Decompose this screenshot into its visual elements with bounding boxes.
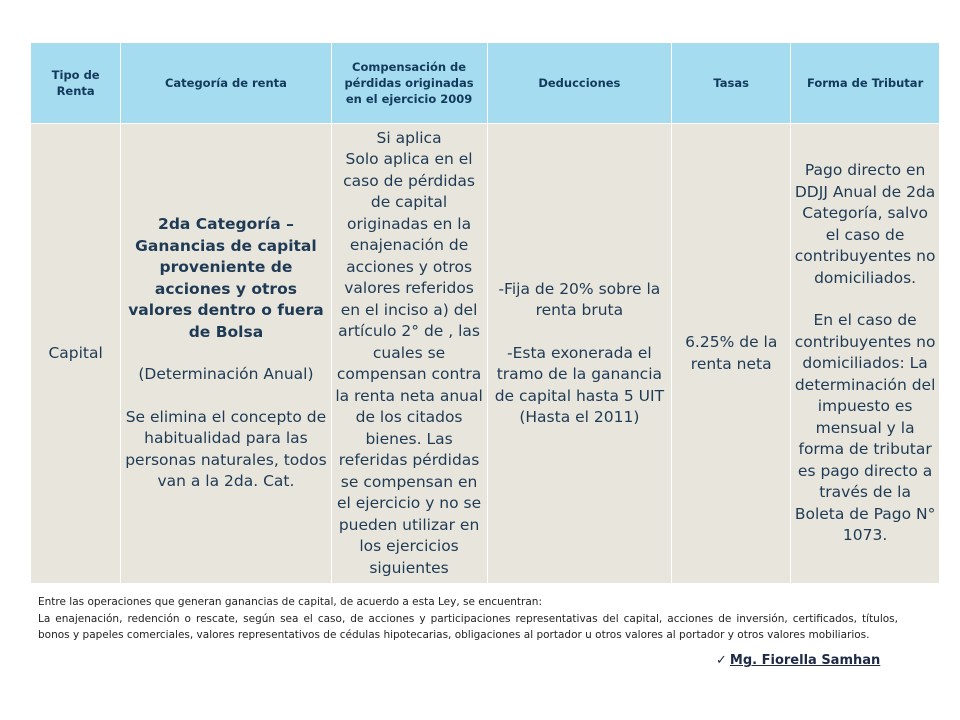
- tipo-text: Capital: [48, 343, 103, 362]
- header-compensacion: Compensación de pérdidas originadas en el ejercicio 2009: [331, 43, 487, 124]
- author-name: Mg. Fiorella Samhan: [729, 653, 881, 668]
- cell-forma: [791, 124, 940, 584]
- compensacion-heading: Si aplica: [376, 128, 442, 147]
- header-forma-tributar: Forma de Tributar: [791, 43, 940, 124]
- categoria-title: 2da Categoría – Ganancias de capital proveniente de acciones y otros valores dentro o fuera de Bolsa: [128, 215, 324, 341]
- forma-p2: En el caso de contribuyentes no domiciliados: La determinación del impuesto es mensual y la forma de tributar es pago directo a través de la Boleta de Pago N° 1073.: [794, 311, 936, 545]
- author-signature: [716, 653, 880, 668]
- header-categoria-renta: Categoría de renta: [121, 43, 331, 124]
- cell-compensacion: [331, 124, 487, 584]
- table-header-row: [31, 43, 940, 124]
- footnote-line2: La enajenación, redención o rescate, según sea el caso, de acciones y participaciones representativas del capital, acciones de inversión, certificados, títulos, bonos y papeles comerciales, valores representativos de cédulas hipotecarias, obligaciones al portador u otros valores al portador y otros valores mobiliarios.: [38, 612, 898, 641]
- compensacion-body: Solo aplica en el caso de pérdidas de capital originadas en la enajenación de acciones y otros valores referidos en el inciso a) del artículo 2° de , las cuales se compensan contra la renta neta anual de los citados bienes. Las referidas pérdidas se compensan en el ejercicio y no se pueden utilizar en los ejercicios siguientes: [335, 150, 483, 577]
- forma-p1: Pago directo en DDJJ Anual de 2da Categoría, salvo el caso de contribuyentes no domiciliados.: [794, 161, 936, 287]
- deducciones-line2: -Esta exonerada el tramo de la ganancia de capital hasta 5 UIT (Hasta el 2011): [494, 343, 665, 426]
- cell-tipo: [31, 124, 121, 584]
- deducciones-line1: -Fija de 20% sobre la renta bruta: [498, 279, 661, 319]
- tax-table: [30, 42, 940, 584]
- header-tasas: Tasas: [672, 43, 791, 124]
- tasas-text: 6.25% de la renta neta: [685, 333, 778, 373]
- footnote-line1: Entre las operaciones que generan ganancias de capital, de acuerdo a esta Ley, se encuentran:: [38, 596, 542, 608]
- categoria-determinacion: (Determinación Anual): [138, 365, 314, 384]
- cell-tasas: [672, 124, 791, 584]
- cell-deducciones: [487, 124, 672, 584]
- header-tipo-renta: Tipo de Renta: [31, 43, 121, 124]
- footnote: [38, 594, 898, 644]
- checkmark-icon: ✓: [716, 653, 727, 668]
- header-deducciones: Deducciones: [487, 43, 672, 124]
- cell-categoria: [121, 124, 331, 584]
- categoria-habitualidad: Se elimina el concepto de habitualidad para las personas naturales, todos van a la 2da. Cat.: [125, 407, 327, 491]
- table-row: [31, 124, 940, 584]
